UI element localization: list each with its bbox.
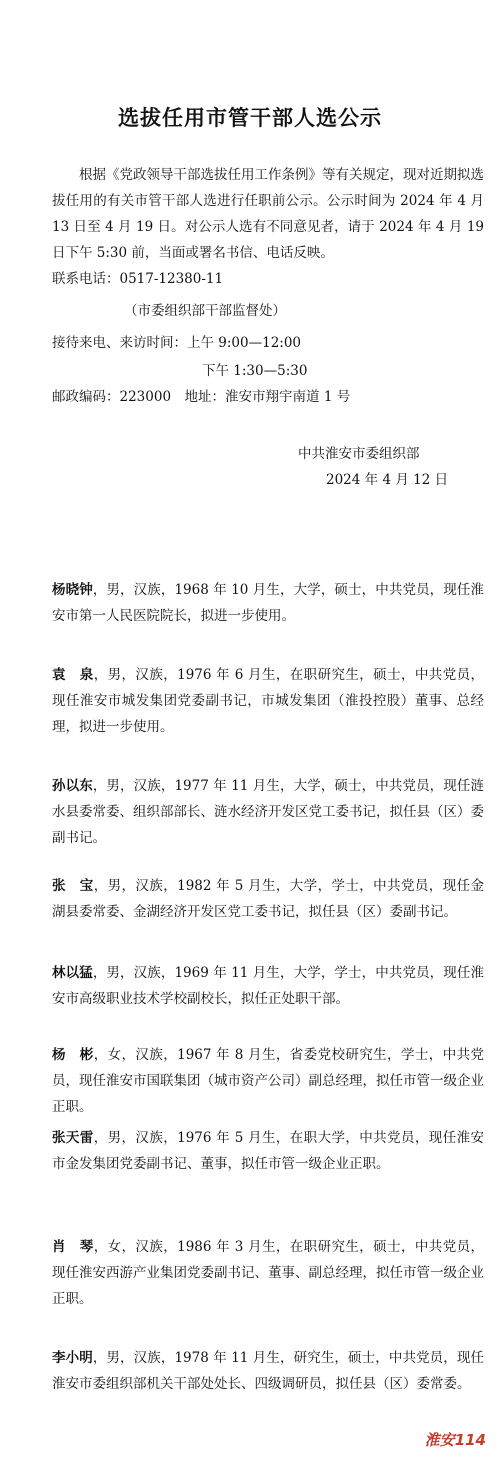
contact-office: （市委组织部干部监督处）: [124, 303, 286, 319]
watermark-number: 114: [454, 1431, 486, 1449]
signature-org: 中共淮安市委组织部: [298, 446, 420, 462]
signature-date: 2024 年 4 月 12 日: [326, 472, 449, 488]
candidate-name: 李小明: [52, 1350, 93, 1366]
site-watermark-logo: [425, 1429, 486, 1450]
candidate-entry: [52, 960, 484, 1012]
candidate-entry: [52, 1345, 484, 1397]
candidate-entry: [52, 1042, 484, 1120]
candidate-details: ，男，汉族，1976 年 5 月生，在职大学，中共党员，现任淮安市金发集团党委副书记、董事，拟任市管一级企业正职。: [52, 1130, 485, 1172]
candidate-details: ，男，汉族，1969 年 11 月生，大学，学士，中共党员，现任淮安市高级职业技术学校副校长，拟任正处职干部。: [52, 965, 484, 1007]
watermark-text: 淮安: [424, 1431, 455, 1449]
candidate-entry: [52, 1125, 484, 1177]
candidate-name: 张天雷: [52, 1130, 94, 1146]
candidate-name: 张 宝: [52, 878, 94, 894]
candidate-name: 杨晓钟: [52, 582, 93, 598]
candidate-name: 袁 泉: [52, 667, 94, 683]
candidate-entry: [52, 577, 484, 629]
candidate-name: 杨 彬: [52, 1047, 94, 1063]
postal-address: 邮政编码：223000 地址：淮安市翔宇南道 1 号: [52, 389, 351, 405]
candidate-details: ，女，汉族，1986 年 3 月生，在职研究生，硕士，中共党员，现任淮安西游产业集团党委副书记、董事、副总经理，拟任市管一级企业正职。: [52, 1239, 485, 1307]
candidate-entry: [52, 1234, 484, 1312]
contact-phone: 联系电话：0517-12380-11: [52, 271, 224, 287]
candidate-details: ，男，汉族，1978 年 11 月生，研究生，硕士，中共党员，现任淮安市委组织部机关干部处处长、四级调研员，拟任县（区）委常委。: [52, 1350, 484, 1392]
reception-hours-afternoon: 下午 1:30—5:30: [202, 363, 308, 379]
candidate-details: ，男，汉族，1982 年 5 月生，大学，学士，中共党员，现任金湖县委常委、金湖经济开发区党工委书记，拟任县（区）委副书记。: [52, 878, 485, 920]
candidate-details: ，女，汉族，1967 年 8 月生，省委党校研究生，学士，中共党员，现任淮安市国联集团（城市资产公司）副总经理，拟任市管一级企业正职。: [52, 1047, 485, 1115]
candidate-name: 肖 琴: [52, 1239, 94, 1255]
candidate-name: 孙以东: [52, 778, 93, 794]
candidate-details: ，男，汉族，1977 年 11 月生，大学，硕士，中共党员，现任涟水县委常委、组织部部长、涟水经济开发区党工委书记，拟任县（区）委副书记。: [52, 778, 484, 846]
candidate-entry: [52, 773, 484, 851]
candidate-name: 林以猛: [52, 965, 93, 981]
page-title: 选拔任用市管干部人选公示: [118, 106, 382, 130]
reception-hours-morning: 接待来电、来访时间：上午 9:00—12:00: [52, 335, 302, 351]
candidate-details: ，男，汉族，1968 年 10 月生，大学，硕士，中共党员，现任淮安市第一人民医院院长，拟进一步使用。: [52, 582, 484, 624]
candidate-details: ，男，汉族，1976 年 6 月生，在职研究生，硕士，中共党员，现任淮安市城发集团党委副书记，市城发集团（淮投控股）董事、总经理，拟进一步使用。: [52, 667, 485, 735]
candidate-entry: [52, 873, 484, 925]
intro-paragraph: 根据《党政领导干部选拔任用工作条例》等有关规定，现对近期拟选拔任用的有关市管干部人选进行任职前公示。公示时间为 2024 年 4 月 13 日至 4 月 19 日。对公示人选有不同意见者，请于 2024 年 4 月 19 日下午 5:30 前，当面或署名书信、电话反映。: [52, 167, 484, 261]
candidate-entry: [52, 662, 484, 740]
